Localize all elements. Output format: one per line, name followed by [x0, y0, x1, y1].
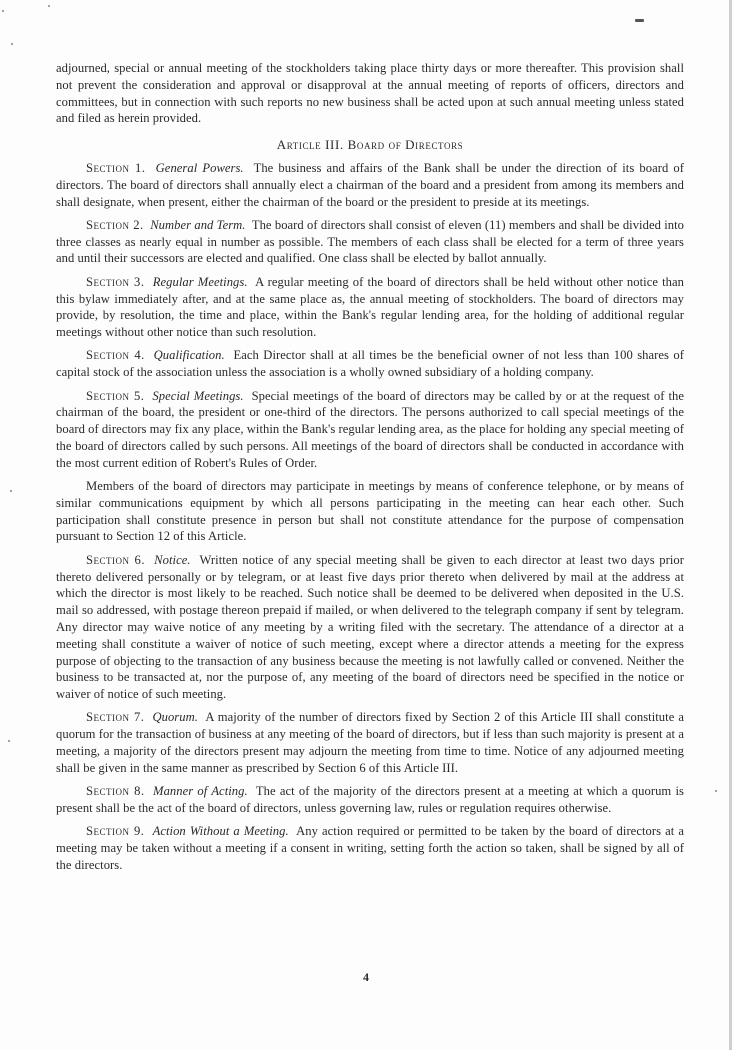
section-label: Section 3. [86, 274, 145, 289]
section-title: Special Meetings. [152, 388, 244, 403]
section-label: Section 7. [86, 710, 145, 725]
section-text: The act of the majority of the directors present at a meeting at which a quorum is present shall be the act of the board of directors, unless governing law, rules or regulation requires otherwise. [56, 784, 684, 815]
section-label: Section 5. [86, 388, 145, 403]
section-label: Section 9. [86, 824, 145, 839]
scan-speck [8, 740, 10, 742]
section-text: The board of directors shall consist of eleven (11) members and shall be divided into three classes as nearly equal in number as possible. The members of each class shall be elected for a term of three years and until their successors are elected and qualified. One class shall be elected by ballot annually. [56, 217, 685, 266]
section-text: A regular meeting of the board of directors shall be held without other notice than this bylaw immediately after, and at the same place as, the annual meeting of stockholders. The board of directors may provide, by resolution, the time and place, within the Bank's regular lending area, for the holding of additional regular meetings without other notice than such resolution. [56, 274, 684, 340]
section-label: Section 8. [86, 784, 145, 799]
section-text: Written notice of any special meeting shall be given to each director at least two days prior thereto delivered personally or by telegram, or at least five days prior thereto when delivered by mail at the address at which the director is most likely to be reached. Such notice shall be deemed to be delivered when deposited in the U.S. mail so addressed, with postage thereon prepaid if mailed, or when delivered to the telegraph company if sent by telegram. Any director may waive notice of any meeting by a writing filed with the secretary. The attendance of a director at a meeting shall constitute a waiver of notice of such meeting, except where a director attends a meeting for the express purpose of objecting to the transaction of any business because the meeting is not lawfully called or convened. Neither the business to be transacted at, nor the purpose of, any meeting of the board of directors need be specified in the notice or waiver of notice of such meeting. [56, 552, 684, 702]
scan-speck [2, 10, 4, 12]
section-title: Number and Term. [150, 217, 246, 232]
section-5-continuation [56, 478, 684, 545]
scan-speck [48, 5, 50, 7]
scan-speck [11, 43, 13, 45]
section-6 [56, 552, 684, 703]
section-text: A majority of the number of directors fixed by Section 2 of this Article III shall constitute a quorum for the transaction of business at any meeting of the board of directors, but if less than such majority is present at a meeting, a majority of the directors present may adjourn the meeting from time to time. Notice of any adjourned meeting shall be given in the same manner as prescribed by Section 6 of this Article III. [56, 710, 684, 775]
section-label: Section 6. [86, 552, 145, 567]
section-7 [56, 709, 684, 776]
section-title: Regular Meetings. [152, 274, 248, 289]
article-heading: Article III. Board of Directors [276, 137, 464, 153]
section-title: General Powers. [155, 160, 244, 175]
scan-speck [10, 490, 12, 492]
section-label: Section 1. [86, 160, 146, 175]
section-1 [56, 160, 684, 210]
section-text: The business and affairs of the Bank shall be under the direction of its board of directors. The board of directors shall annually elect a chairman of the board and a president from among its members and shall designate, when present, either the chairman of the board or the president to preside at its meetings. [56, 160, 684, 209]
section-5 [56, 388, 684, 472]
section-2 [56, 217, 684, 267]
section-label: Section 4. [86, 348, 145, 363]
section-text: Any action required or permitted to be taken by the board of directors at a meeting may be taken without a meeting if a consent in writing, setting forth the action so taken, shall be signed by all of the directors. [56, 824, 685, 872]
section-4 [56, 347, 684, 381]
page-number: 4 [363, 970, 369, 984]
opening-paragraph: adjourned, special or annual meeting of the stockholders taking place thirty days or more thereafter. This provision shall not prevent the consideration and approval or disapproval at the annual meeting of reports of officers, directors and committees, but in connection with such reports no new business shall be acted upon at such annual meeting unless stated and filed as herein provided. [56, 61, 684, 126]
scan-speck [715, 790, 717, 792]
section-title: Quorum. [152, 710, 198, 725]
section-title: Manner of Acting. [153, 784, 248, 799]
section-text: Each Director shall at all times be the beneficial owner of not less than 100 shares of capital stock of the association unless the association is a wholly owned subsidiary of a holding company. [56, 348, 684, 380]
section-title: Notice. [154, 552, 191, 567]
section-9 [56, 823, 684, 873]
section-label: Section 2. [86, 217, 144, 232]
scan-mark [635, 19, 644, 22]
section-3 [56, 274, 684, 341]
section-title: Qualification. [153, 348, 225, 363]
section-8 [56, 783, 684, 817]
document-body [56, 60, 684, 880]
section-title: Action Without a Meeting. [152, 824, 289, 839]
section-text: Special meetings of the board of directors may be called by or at the request of the chairman of the board, the president or one-third of the directors. The persons authorized to call special meetings of the board of directors may fix any place, within the Bank's regular lending area, as the place for holding any special meeting of the board of directors called by such persons. All meetings of the board of directors shall be conducted in accordance with the most current edition of Robert's Rules of Order. [56, 388, 684, 470]
section-text: Members of the board of directors may participate in meetings by means of conference telephone, or by means of similar communications equipment by which all persons participating in the meeting can hear each other. Such participation shall constitute presence in person but shall not constitute attendance for the purpose of compensation pursuant to Section 12 of this Article. [56, 479, 684, 544]
